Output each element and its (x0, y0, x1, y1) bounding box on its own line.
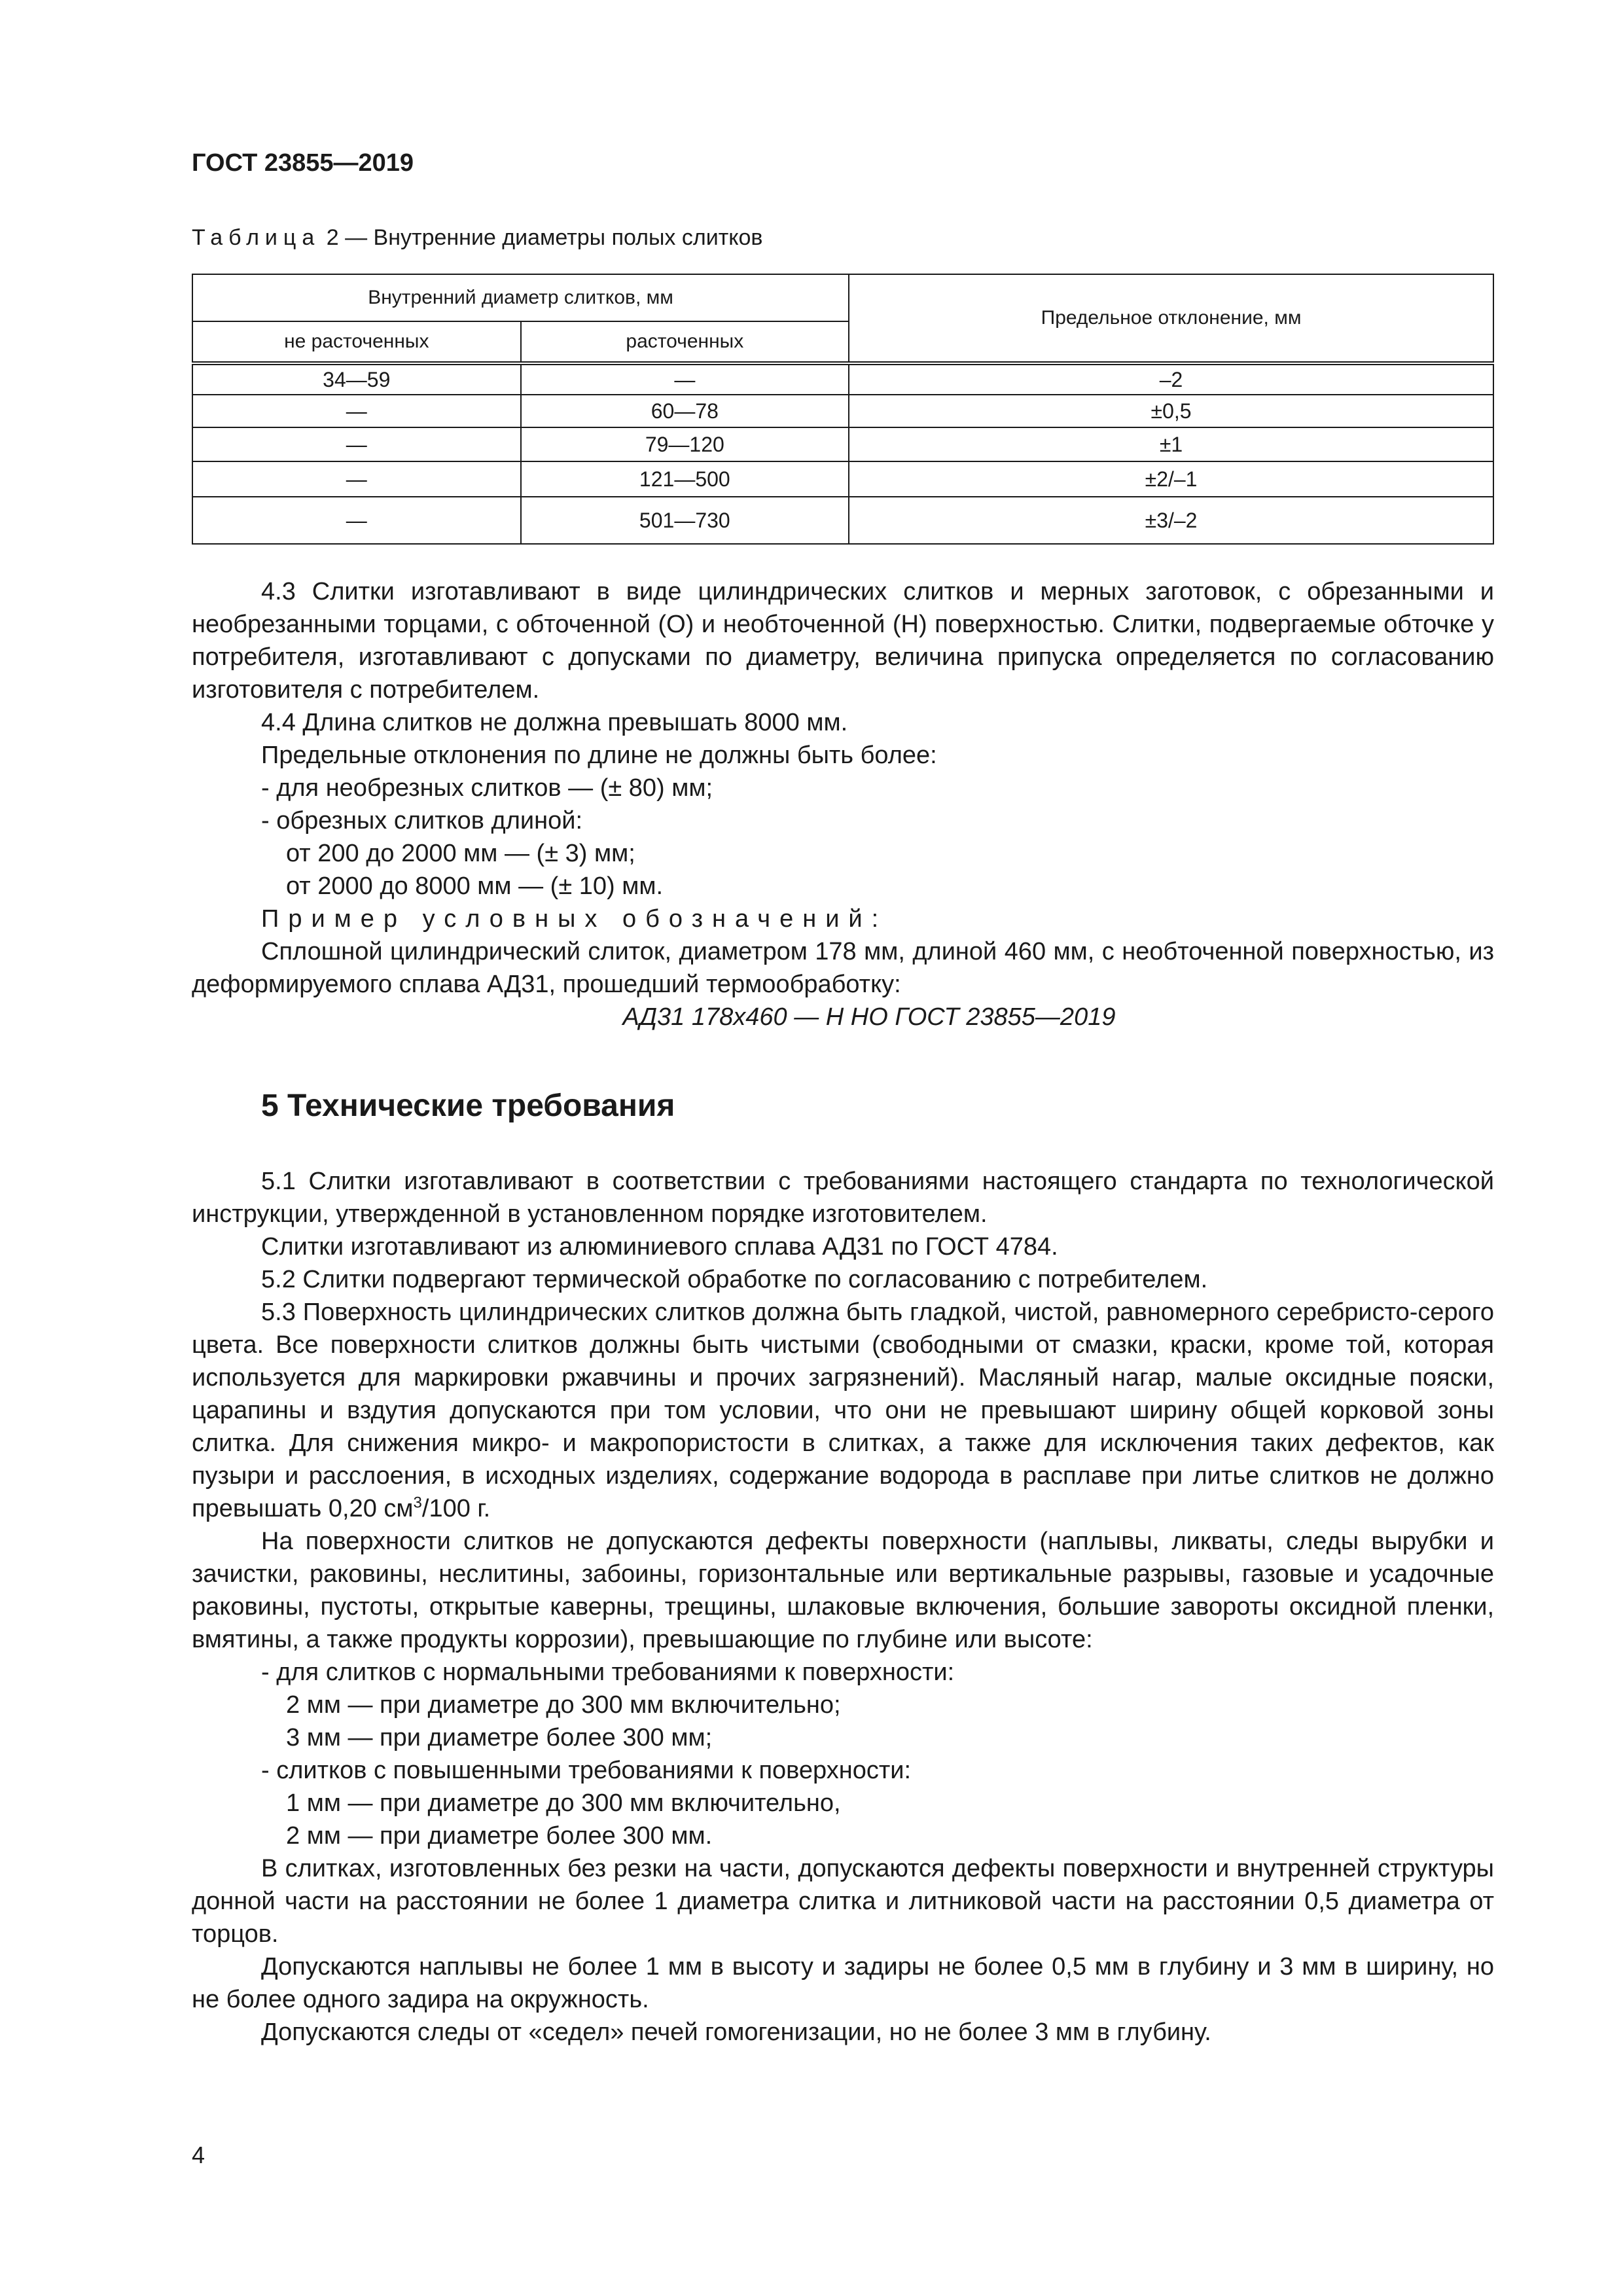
paragraph-surface-defects: На поверхности слитков не допускаются дефекты поверхности (наплывы, ликваты, следы вырубки и зачистки, раковины, неслитины, забоины, горизонтальные или вертикальные разрывы, газовые и усадочные раковины, пустоты, открытые каверны, трещины, шлаковые включения, большие завороты оксидной пленки, вмятины, а также продукты коррозии), превышающие по глубине или высоте: (192, 1528, 1494, 1653)
list-subitem: 1 мм — при диаметре до 300 мм включительно, (286, 1789, 841, 1817)
paragraph-5-3-end: /100 г. (421, 1495, 491, 1522)
table-row (192, 427, 1493, 461)
page-number: 4 (192, 2142, 205, 2168)
table-cell: 121—500 (521, 461, 849, 497)
example-designation: АД31 178х460 — Н НО ГОСТ 23855—2019 (622, 1003, 1116, 1031)
list-subitem: от 200 до 2000 мм — (± 3) мм; (286, 840, 635, 867)
list-subitem: от 2000 до 8000 мм — (± 10) мм. (286, 872, 664, 900)
list-item: - слитков с повышенными требованиями к поверхности: (261, 1757, 912, 1784)
table-cell: 79—120 (521, 427, 849, 461)
list-subitem: 2 мм — при диаметре до 300 мм включительно; (286, 1691, 841, 1719)
paragraph-5-1-alloy: Слитки изготавливают из алюминиевого сплава АД31 по ГОСТ 4784. (261, 1233, 1058, 1261)
column-group-header: Внутренний диаметр слитков, мм (192, 274, 849, 321)
table-cell: ±0,5 (849, 395, 1493, 427)
table-cell: ±3/–2 (849, 497, 1493, 544)
table-cell: 34—59 (192, 363, 521, 395)
list-subitem: 3 мм — при диаметре более 300 мм; (286, 1724, 713, 1751)
table-row (192, 395, 1493, 427)
table-row (192, 363, 1493, 395)
list-subitem: 2 мм — при диаметре более 300 мм. (286, 1822, 713, 1850)
paragraph-4-3: 4.3 Слитки изготавливают в виде цилиндрических слитков и мерных заготовок, с обрезанными и необрезанными торцами, с обточенной (О) и необточенной (Н) поверхностью. Слитки, подвергаемые обточке у потребителя, изготавливают с допусками по диаметру, величина припуска определяется по согласованию изготовителя с потребителем. (192, 578, 1494, 704)
paragraph-no-cut: В слитках, изготовленных без резки на части, допускаются дефекты поверхности и внутренней структуры донной части на расстоянии не более 1 диаметра слитка и литниковой части на расстоянии 0,5 диаметра от торцов. (192, 1855, 1494, 1948)
table-cell: — (521, 363, 849, 395)
list-item: - для необрезных слитков — (± 80) мм; (261, 774, 713, 802)
table-caption-text: 2 — Внутренние диаметры полых слитков (320, 225, 763, 250)
column-header-unbored: не расточенных (192, 321, 521, 363)
paragraph-saddles: Допускаются следы от «седел» печей гомогенизации, но не более 3 мм в глубину. (261, 2018, 1211, 2046)
column-header-bored: расточенных (521, 321, 849, 363)
paragraph-flows: Допускаются наплывы не более 1 мм в высоту и задиры не более 0,5 мм в глубину и 3 мм в ширину, но не более одного задира на окружность. (192, 1953, 1494, 2013)
column-header-deviation: Предельное отклонение, мм (849, 274, 1493, 363)
paragraph-4-4-limits: Предельные отклонения по длине не должны быть более: (261, 742, 937, 769)
table-cell: –2 (849, 363, 1493, 395)
diameters-table (192, 274, 1494, 545)
section-5-title: 5 Технические требования (261, 1088, 675, 1123)
section-5-body (192, 1165, 1494, 2049)
section-4-body (192, 575, 1494, 1033)
table-row (192, 497, 1493, 544)
document-header: ГОСТ 23855—2019 (192, 149, 414, 177)
table-caption (192, 225, 763, 251)
table-cell: 60—78 (521, 395, 849, 427)
table-caption-prefix: Таблица (192, 225, 321, 250)
paragraph-5-3-text: 5.3 Поверхность цилиндрических слитков должна быть гладкой, чистой, равномерного серебристо-серого цвета. Все поверхности слитков должны быть чистыми (свободными от смазки, краски, кроме той, которая используется для маркировки ржавчины и прочих загрязнений). Масляный нагар, малые оксидные пояски, царапины и вздутия допускаются при том условии, что они не превышают ширину общей корковой зоны слитка. Для снижения микро- и макропористости в слитках, а также для исключения таких дефектов, как пузыри и расслоения, в исходных изделиях, содержание водорода в расплаве при литье слитков не должно превышать 0,20 см (192, 1299, 1494, 1522)
paragraph-5-1: 5.1 Слитки изготавливают в соответствии с требованиями настоящего стандарта по технологической инструкции, утвержденной в установленном порядке изготовителем. (192, 1168, 1494, 1228)
paragraph-5-3 (192, 1296, 1494, 1525)
table-row (192, 461, 1493, 497)
example-heading: Пример условных обозначений: (261, 905, 888, 933)
table-cell: — (192, 497, 521, 544)
table-cell: 501—730 (521, 497, 849, 544)
paragraph-4-4: 4.4 Длина слитков не должна превышать 8000 мм. (261, 709, 848, 736)
table-cell: — (192, 395, 521, 427)
list-item: - для слитков с нормальными требованиями к поверхности: (261, 1659, 955, 1686)
table-cell: — (192, 427, 521, 461)
table-cell: ±2/–1 (849, 461, 1493, 497)
list-item: - обрезных слитков длиной: (261, 807, 583, 834)
superscript: 3 (413, 1494, 422, 1512)
example-text: Сплошной цилиндрический слиток, диаметром 178 мм, длиной 460 мм, с необточенной поверхностью, из деформируемого сплава АД31, прошедший термообработку: (192, 938, 1494, 998)
paragraph-5-2: 5.2 Слитки подвергают термической обработке по согласованию с потребителем. (261, 1266, 1208, 1293)
table-cell: — (192, 461, 521, 497)
table-cell: ±1 (849, 427, 1493, 461)
